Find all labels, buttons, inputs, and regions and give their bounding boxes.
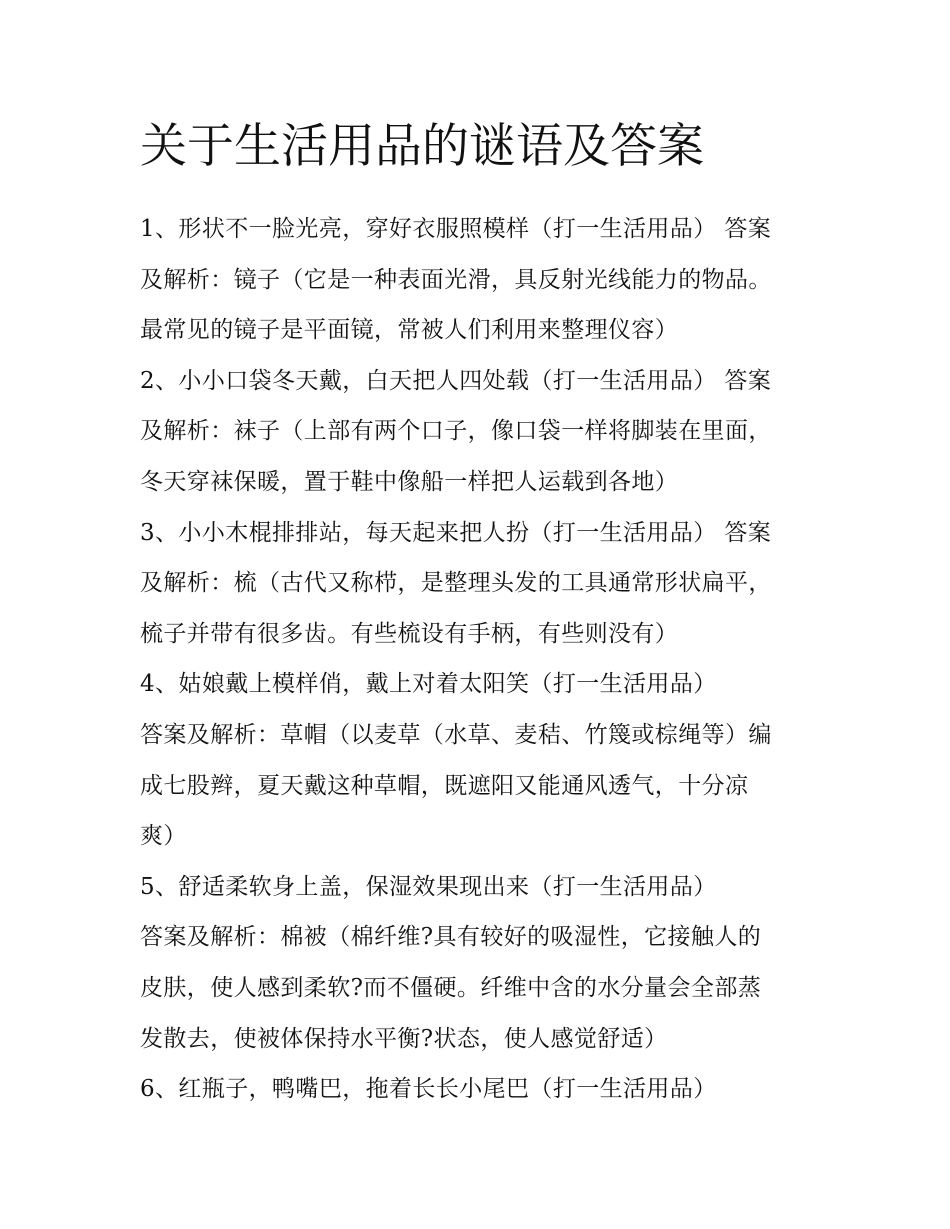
line-riddle-1-answer-cont: 最常见的镜子是平面镜，常被人们利用来整理仪容） (140, 317, 679, 344)
line-riddle-2-answer: 及解析：袜子（上部有两个口子，像口袋一样将脚装在里面， (140, 418, 772, 445)
line-riddle-4-answer-end: 爽） (140, 823, 187, 850)
line-riddle-3-question: 3、小小木棍排排站，每天起来把人扮（打一生活用品） 答案 (140, 519, 772, 546)
line-riddle-5-answer: 答案及解析：棉被（棉纤维?具有较好的吸湿性，它接触人的 (140, 924, 762, 951)
line-riddle-1-question: 1、形状不一脸光亮，穿好衣服照模样（打一生活用品） 答案 (140, 216, 772, 242)
line-riddle-2-question: 2、小小口袋冬天戴，白天把人四处载（打一生活用品） 答案 (140, 367, 772, 394)
page-title: 关于生活用品的谜语及答案 (140, 119, 704, 174)
line-riddle-4-answer-cont: 成七股辫，夏天戴这种草帽，既遮阳又能通风透气，十分凉 (140, 772, 749, 799)
line-riddle-4-answer: 答案及解析：草帽（以麦草（水草、麦秸、竹篾或棕绳等）编 (140, 721, 772, 748)
line-riddle-6-question: 6、红瓶子，鸭嘴巴，拖着长长小尾巴（打一生活用品） (140, 1076, 717, 1103)
line-riddle-3-answer: 及解析：梳（古代又称栉，是整理头发的工具通常形状扁平， (140, 570, 772, 597)
line-riddle-5-answer-end: 发散去，使被体保持水平衡?状态，使人感觉舒适） (140, 1025, 668, 1052)
line-riddle-4-question: 4、姑娘戴上模样俏，戴上对着太阳笑（打一生活用品） (140, 671, 717, 698)
line-riddle-5-question: 5、舒适柔软身上盖，保湿效果现出来（打一生活用品） (140, 873, 717, 900)
line-riddle-3-answer-cont: 梳子并带有很多齿。有些梳设有手柄，有些则没有） (140, 620, 679, 647)
line-riddle-1-answer: 及解析：镜子（它是一种表面光滑，具反射光线能力的物品。 (140, 266, 772, 293)
line-riddle-2-answer-cont: 冬天穿袜保暖，置于鞋中像船一样把人运载到各地） (140, 468, 679, 495)
document-body (140, 112, 830, 1115)
line-riddle-5-answer-cont: 皮肤，使人感到柔软?而不僵硬。纤维中含的水分量会全部蒸 (140, 974, 762, 1001)
